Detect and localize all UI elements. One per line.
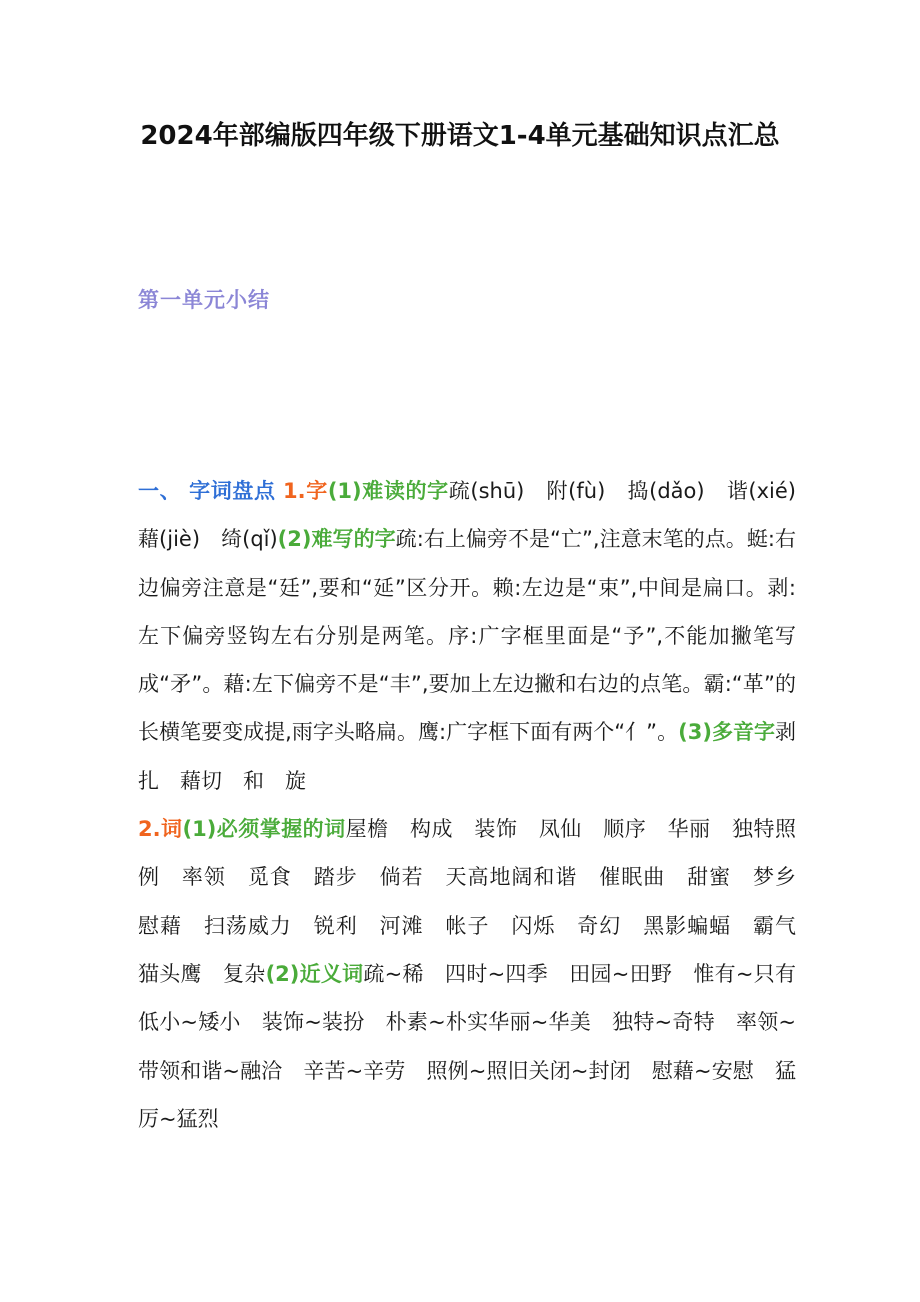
subheading-synonyms: (2)近义词 (265, 961, 364, 986)
polyphonic-characters: 剥 扎 藉切 和 旋 (138, 720, 818, 793)
section-heading: 一、 字词盘点 (138, 479, 276, 503)
must-master-words: 屋檐 构成 装饰 凤仙 顺序 华丽 独特照例 率领 觅食 踏步 倘若 天高地阔和谐 催眠曲 甜蜜 梦乡 慰藉 扫荡威力 锐利 河滩 帐子 闪烁 奇幻 黑影蝙蝠 霸气 猫头鹰 复杂 (138, 817, 817, 986)
page-title: 2024年部编版四年级下册语文1-4单元基础知识点汇总 (140, 121, 780, 151)
unit-title: 第一单元小结 (138, 288, 270, 312)
part-heading-characters: 1.字 (282, 479, 328, 503)
subheading-hard-to-read: (1)难读的字 (327, 479, 449, 503)
subheading-must-master-words: (1)必须掌握的词 (182, 817, 346, 842)
hard-to-write-notes: 疏:右上偏旁不是“亡”,注意末笔的点。蜓:右边偏旁注意是“廷”,要和“延”区分开。赖:左边是“束”,中间是扁口。剥:左下偏旁竖钩左右分别是两笔。序:广字框里面是“予”,不能加撇笔写成“矛”。藉:左下偏旁不是“丰”,要加上左边撇和右边的点笔。霸:“革”的长横笔要变成提,雨字头略扁。鹰:广字框下面有两个“亻”。 (138, 527, 796, 745)
subheading-hard-to-write: (2)难写的字 (277, 527, 396, 552)
synonym-list: 疏~稀 四时~四季 田园~田野 惟有~只有低小~矮小 装饰~装扮 朴素~朴实华丽~华美 独特~奇特 率领~带领和谐~融洽 辛苦~辛劳 照例~照旧关闭~封闭 慰藉~安慰 猛厉~猛烈 (138, 961, 797, 1131)
part-heading-words: 2.词 (138, 817, 183, 842)
unit-summary-paragraph (138, 467, 818, 1143)
subheading-polyphonic: (3)多音字 (678, 720, 776, 745)
hard-to-read-characters: 疏(shū) 附(fù) 捣(dǎo) 谐(xié)藉(jiè) 绮(qǐ) (138, 479, 797, 552)
